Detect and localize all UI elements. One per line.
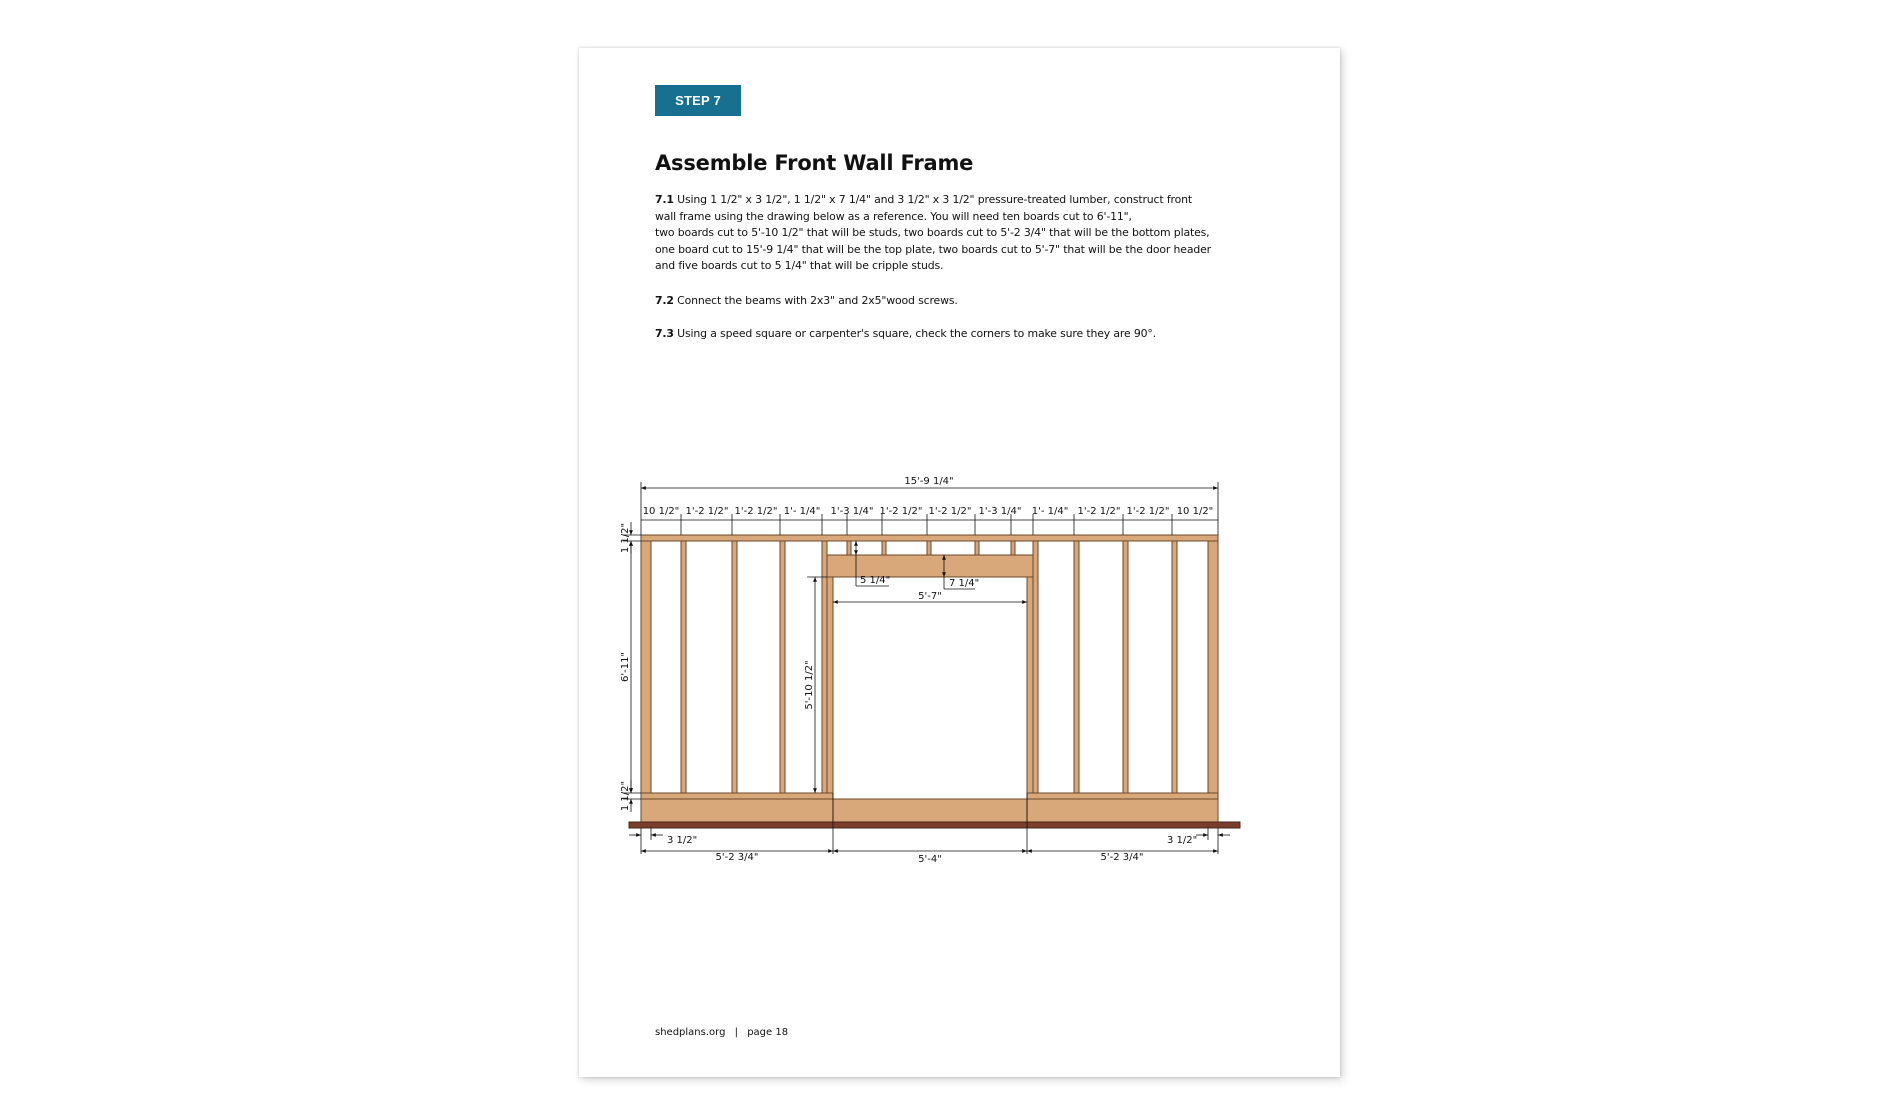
dim-top-segment: 10 1/2" [1176, 506, 1214, 517]
dim-cripple-height: 5 1/4" [860, 575, 891, 586]
frame-members [641, 535, 1218, 822]
sill-right [1027, 799, 1218, 822]
dim-top-segment: 1'-2 1/2" [928, 506, 972, 517]
dim-top-segment: 1'-2 1/2" [685, 506, 729, 517]
dim-door-opening: 5'-4" [918, 854, 942, 865]
dim-left-post: 3 1/2" [667, 835, 698, 846]
step-number: 7.2 [655, 294, 674, 307]
dim-top-segment: 1'-2 1/2" [1126, 506, 1170, 517]
dim-header-height: 7 1/4" [949, 578, 980, 589]
king-stud [1033, 541, 1038, 793]
stud [1172, 541, 1177, 793]
cripple-stud [847, 541, 851, 555]
footer-page-number: page 18 [747, 1027, 789, 1038]
instruction-line: two boards cut to 5'-10 1/2" that will be studs, two boards cut to 5'-2 3/4" that will be the bottom plates, [655, 226, 1210, 240]
step-number: 7.1 [655, 193, 674, 206]
instruction-7-1 [655, 192, 1295, 275]
stud [780, 541, 785, 793]
dim-door-stud-height: 5'-10 1/2" [804, 660, 815, 710]
dim-right-post: 3 1/2" [1167, 835, 1198, 846]
foundation-sill [629, 822, 1240, 828]
page-footer [655, 1027, 788, 1038]
step-number: 7.3 [655, 327, 674, 340]
dim-overall-width: 15'-9 1/4" [904, 476, 954, 487]
footer-separator: | [734, 1027, 738, 1038]
dim-header-width: 5'-7" [918, 591, 942, 602]
instruction-text: Using a speed square or carpenter's square, check the corners to make sure they are 90°. [677, 327, 1157, 340]
door-header [827, 555, 1033, 577]
dim-top-segment: 1'-3 1/4" [830, 506, 874, 517]
dim-top-segment: 1'-2 1/2" [1077, 506, 1121, 517]
instruction-line [655, 293, 1295, 310]
top-plate [641, 535, 1218, 541]
instruction-7-2 [655, 293, 1295, 310]
stud [641, 541, 651, 793]
dim-top-segment: 1'-2 1/2" [879, 506, 923, 517]
footer-site: shedplans.org [655, 1027, 726, 1038]
bottom-plate-left [641, 793, 833, 799]
cripple-stud [975, 541, 979, 555]
instruction-text: Connect the beams with 2x3" and 2x5"wood screws. [677, 294, 958, 307]
stud [732, 541, 737, 793]
king-stud [822, 541, 827, 793]
cripple-stud [927, 541, 931, 555]
dim-right-plate: 5'-2 3/4" [1100, 852, 1144, 863]
instruction-line: and five boards cut to 5 1/4" that will be cripple studs. [655, 259, 944, 273]
stud [681, 541, 686, 793]
stud [1208, 541, 1218, 793]
dim-wall-height: 6'-11" [620, 651, 631, 683]
dim-top-segment: 10 1/2" [642, 506, 680, 517]
dim-left-plate: 5'-2 3/4" [715, 852, 759, 863]
document-page [579, 48, 1340, 1077]
sill-left [641, 799, 833, 822]
bottom-plate-right [1027, 793, 1218, 799]
instruction-text: Using 1 1/2" x 3 1/2", 1 1/2" x 7 1/4" and 3 1/2" x 3 1/2" pressure-treated lumber, construct front [677, 193, 1192, 206]
step-badge: STEP 7 [655, 85, 741, 116]
instruction-line [655, 192, 1295, 209]
cripple-stud [882, 541, 886, 555]
jack-stud [1027, 577, 1033, 793]
dim-bottom-plate: 1 1/2" [620, 780, 631, 812]
cripple-stud [1011, 541, 1015, 555]
stud [1123, 541, 1128, 793]
instruction-line: one board cut to 15'-9 1/4" that will be the top plate, two boards cut to 5'-7" that will be the door header [655, 242, 1212, 256]
instruction-line [655, 326, 1295, 343]
dim-top-segment: 1'- 1/4" [1031, 506, 1069, 517]
dim-top-segment: 1'- 1/4" [783, 506, 821, 517]
dim-top-segment: 1'-3 1/4" [978, 506, 1022, 517]
wall-frame-diagram [619, 410, 1309, 870]
dim-top-plate: 1 1/2" [620, 522, 631, 554]
jack-stud [827, 577, 833, 793]
instruction-line: wall frame using the drawing below as a reference. You will need ten boards cut to 6'-11", [655, 209, 1132, 223]
dim-top-segment: 1'-2 1/2" [734, 506, 778, 517]
sill-center [833, 799, 1028, 822]
stud [1074, 541, 1079, 793]
instruction-7-3 [655, 326, 1295, 343]
page-title: Assemble Front Wall Frame [655, 151, 974, 175]
